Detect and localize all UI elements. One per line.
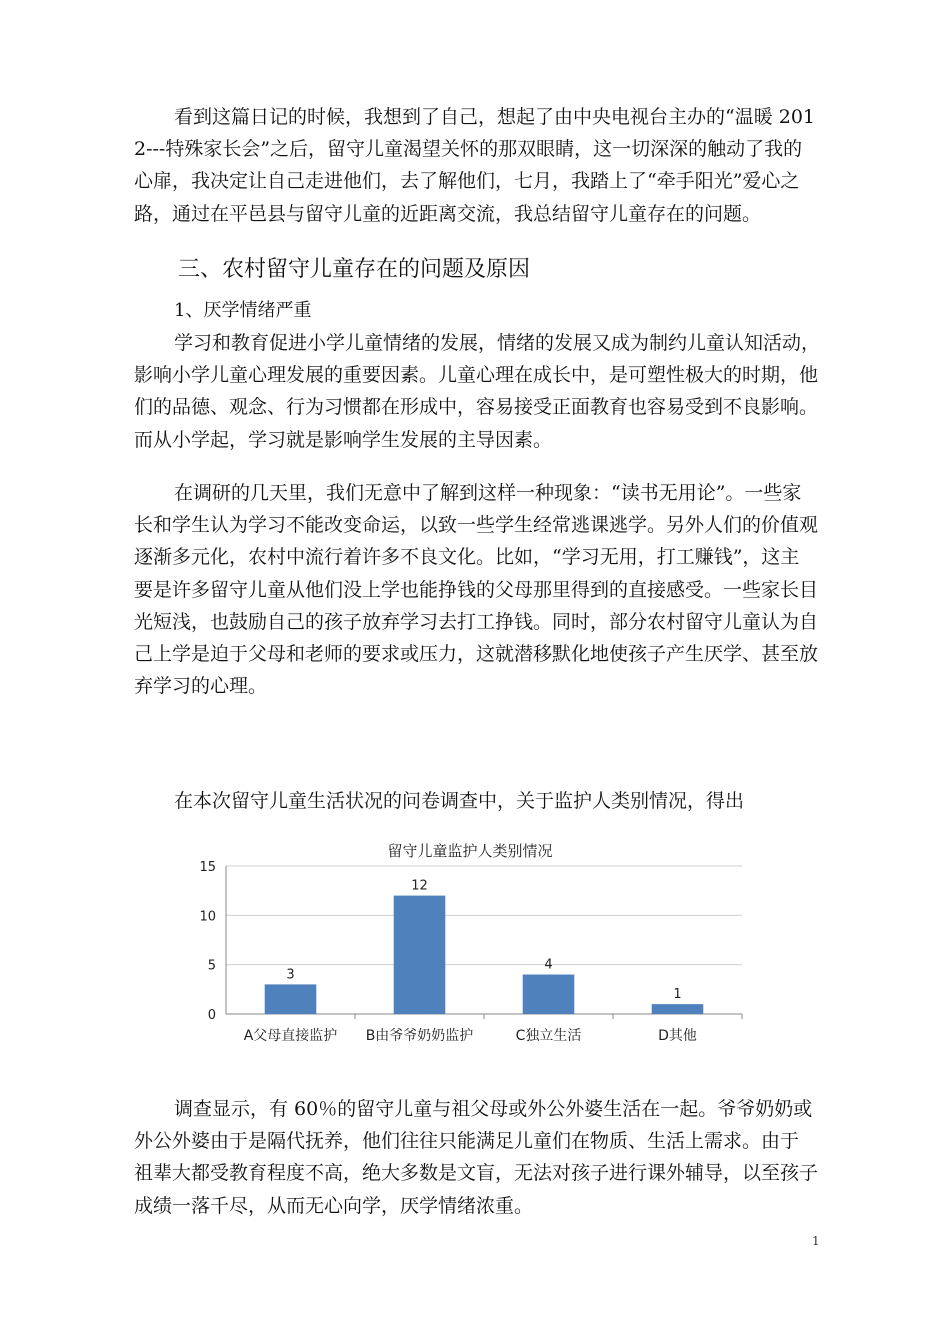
bar-data-label: 12 [411, 878, 428, 894]
paragraph-line: 调查显示，有 60％的留守儿童与祖父母或外公外婆生活在一起。爷爷奶奶或 [174, 1098, 813, 1120]
paragraph-survey-result [134, 1093, 834, 1222]
paragraph-line: 2---特殊家长会”之后，留守儿童渴望关怀的那双眼睛，这一切深深的触动了我的 [134, 138, 803, 161]
bar [652, 1004, 704, 1014]
bar [523, 975, 575, 1014]
x-category-label: D其他 [658, 1028, 697, 1044]
y-tick-label: 5 [207, 958, 216, 974]
page-number: 1 [812, 1234, 820, 1248]
paragraph-line: 外公外婆由于是隔代抚养，他们往往只能满足儿童们在物质、生活上需求。由于 [134, 1130, 800, 1153]
paragraph-line: 光短浅，也鼓励自己的孩子放弃学习去打工挣钱。同时，部分农村留守儿童认为自 [134, 610, 819, 633]
bar [265, 984, 317, 1014]
bar-data-label: 1 [673, 987, 682, 1003]
bar-data-label: 4 [544, 957, 553, 973]
paragraph-line: 影响小学儿童心理发展的重要因素。儿童心理在成长中，是可塑性极大的时期，他 [134, 364, 819, 387]
paragraph-line: 逐渐多元化，农村中流行着许多不良文化。比如，“学习无用，打工赚钱”，这主 [134, 546, 800, 569]
paragraph-line: 长和学生认为学习不能改变命运，以致一些学生经常逃课逃学。另外人们的价值观 [134, 514, 819, 537]
bar-data-label: 3 [286, 967, 295, 983]
paragraph-line: 路，通过在平邑县与留守儿童的近距离交流，我总结留守儿童存在的问题。 [134, 202, 762, 225]
paragraph-line: 们的品德、观念、行为习惯都在形成中，容易接受正面教育也容易受到不良影响。 [134, 396, 819, 419]
y-tick-label: 15 [199, 860, 216, 875]
paragraph-line: 心扉，我决定让自己走进他们，去了解他们，七月，我踏上了“牵手阳光”爱心之 [134, 170, 800, 193]
paragraph-diary-reflection [134, 101, 834, 230]
paragraph-study-useless [134, 477, 834, 702]
bar [394, 896, 446, 1014]
paragraph-line: 要是许多留守儿童从他们没上学也能挣钱的父母那里得到的直接感受。一些家长目 [134, 578, 819, 601]
subheading: 1、厌学情绪严重 [174, 300, 312, 321]
paragraph-line: 己上学是迫于父母和老师的要求或压力，这就潜移默化地使孩子产生厌学、甚至放 [134, 643, 819, 666]
chart-title: 留守儿童监护人类别情况 [387, 842, 553, 860]
guardian-type-bar-chart [190, 838, 750, 1058]
paragraph-emotion-development [134, 327, 834, 456]
section-heading: 三、农村留守儿童存在的问题及原因 [178, 257, 531, 282]
paragraph-line: 而从小学起，学习就是影响学生发展的主导因素。 [134, 428, 553, 451]
y-tick-label: 10 [199, 909, 216, 925]
paragraph-line: 在调研的几天里，我们无意中了解到这样一种现象：“读书无用论”。一些家 [174, 482, 802, 504]
y-tick-label: 0 [207, 1008, 216, 1023]
x-category-label: C独立生活 [515, 1028, 582, 1044]
x-category-label: B由爷爷奶奶监护 [365, 1028, 474, 1044]
x-category-label: A父母直接监护 [243, 1028, 338, 1044]
paragraph-line: 成绩一落千尽，从而无心向学，厌学情绪浓重。 [134, 1194, 534, 1217]
paragraph-line: 祖辈大都受教育程度不高，绝大多数是文盲，无法对孩子进行课外辅导，以至孩子 [134, 1162, 819, 1185]
paragraph-line: 看到这篇日记的时候，我想到了自己，想起了由中央电视台主办的“温暖 201 [174, 106, 816, 128]
paragraph-line: 学习和教育促进小学儿童情绪的发展，情绪的发展又成为制约儿童认知活动， [174, 332, 821, 354]
chart-intro-text: 在本次留守儿童生活状况的问卷调查中，关于监护人类别情况，得出 [174, 790, 745, 812]
paragraph-line: 弃学习的心理。 [134, 675, 268, 698]
